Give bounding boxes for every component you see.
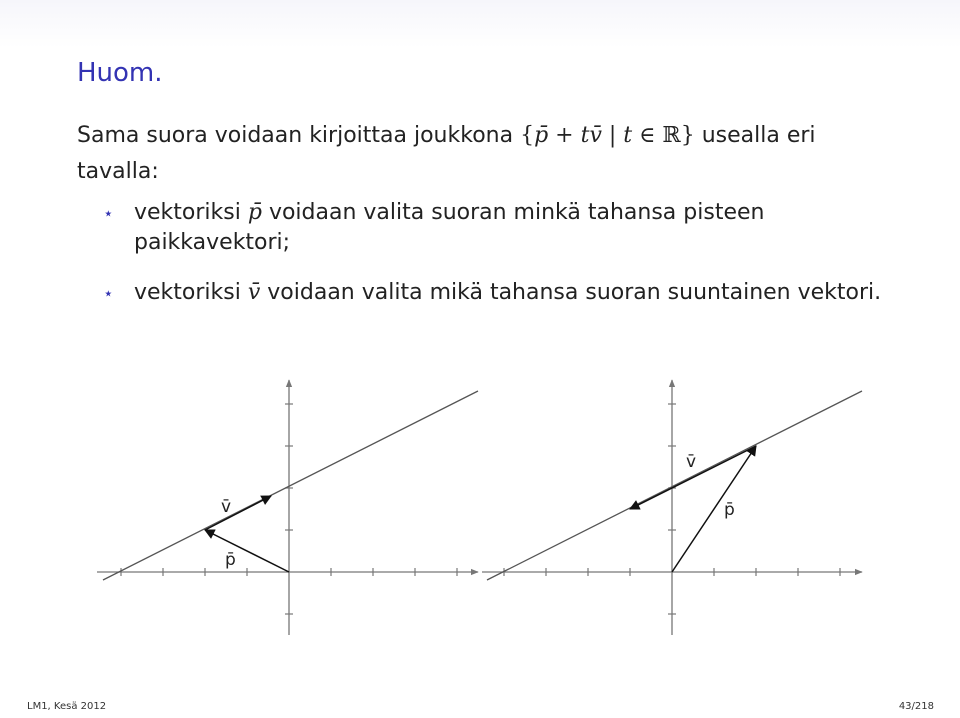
header-bar [0,0,960,48]
star-bullet-icon: ⋆ [103,284,114,304]
vector-figures [0,370,960,650]
footer [0,697,960,718]
left-coordinate-axes [97,380,478,635]
left-v-label: v̄ [221,497,232,517]
set-close-brace: } [680,123,695,148]
left-v-vector [205,496,271,530]
right-p-label: p̄ [724,500,735,520]
bullet-text-after: voidaan valita mikä tahansa suoran suuntainen vektori. [260,280,882,305]
bullet-text-before: vektoriksi [134,280,248,305]
left-diagram [97,380,478,635]
right-line [487,391,862,580]
bullet-list [103,198,903,328]
footer-page-number: 43/218 [898,701,934,712]
bullet-text-before: vektoriksi [134,200,248,225]
set-open-brace: { [520,123,535,148]
t-variable-2: t [623,123,633,148]
intro-text-before: Sama suora voidaan kirjoittaa joukkona [77,123,521,148]
p-bar-symbol: p̄ [534,123,549,148]
bullet-item [103,278,903,308]
left-p-label: p̄ [225,550,236,570]
footer-course-label: LM1, Kesä 2012 [27,701,107,712]
right-diagram [482,380,862,635]
bullet-symbol: p̄ [247,200,262,225]
intro-text-after: usealla eri tavalla: [77,123,816,184]
right-coordinate-axes [482,380,862,635]
plus-sign: + [548,123,581,148]
set-divider: | [601,123,624,148]
reals-symbol: ℝ [662,123,681,148]
bullet-item [103,198,903,258]
bullet-symbol: v̄ [247,280,261,305]
t-variable: t [580,123,590,148]
left-line [103,391,478,580]
v-bar-symbol: v̄ [589,123,602,148]
left-p-vector [205,530,289,572]
right-v-label: v̄ [686,452,697,472]
intro-paragraph [77,118,897,190]
element-of-symbol: ∈ [632,123,663,148]
star-bullet-icon: ⋆ [103,204,114,224]
frame-title: Huom. [77,58,163,88]
bullet-text-after: voidaan valita suoran minkä tahansa pisteen paikkavektori; [134,200,765,255]
